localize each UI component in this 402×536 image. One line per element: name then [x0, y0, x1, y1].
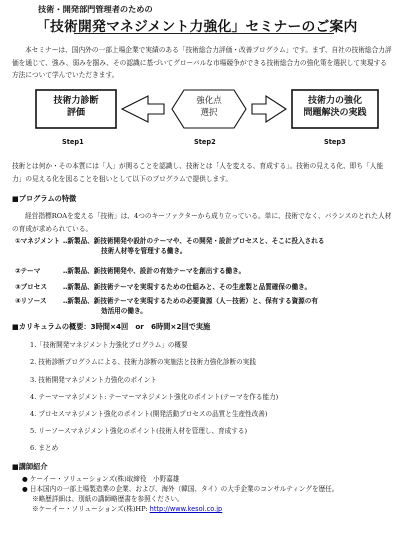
instructor-note: ※略歴詳細は、別紙の講師略歴書を参照ください。 — [32, 495, 184, 503]
step2-arrow — [252, 96, 286, 122]
curriculum-item: 3. 技術開発マネジメント力強化のポイント — [30, 376, 157, 384]
feature-text: ‥新製品、新技術開発や設計のテーマや、その開発・設計プロセスと、そこに投入される — [63, 237, 325, 245]
feature-text: ‥新製品、新技術テーマを実現するための仕組みと、その生産製と品質確保の働き。 — [63, 283, 312, 291]
step2-line1: 強化点 — [196, 96, 222, 106]
feature-key: ①マネジメント — [15, 237, 60, 245]
feature-process — [15, 282, 390, 292]
step3-label-box — [292, 96, 378, 119]
curriculum-item: 4. テーマーマネジメント: テーマーマネジメント強化のポイント(テーマを作る能力) — [30, 393, 279, 401]
step1-arrow — [122, 96, 164, 122]
step3-line2: 問題解決の実践 — [303, 107, 367, 118]
page-subtitle: 技術・開発部門管理者のための — [38, 4, 153, 14]
step1-line2: 評価 — [66, 107, 85, 118]
program-heading: ■プログラムの特徴 — [12, 194, 77, 203]
feature-text-cont: 効活用の働き。 — [101, 307, 147, 315]
curriculum-item: 2. 技術診断プログラムによる、技術力診断の実施法と技術力強化診断の実践 — [30, 358, 256, 366]
intro-paragraph: 本セミナーは、国内外の一部上場企業で実績のある「技術総合力評価・改善プログラム」です。まず、自社の技術総合力評価を通じて、強み、弱みを掴み、その認識に基づいてグローバルな市場競争ができる技術総合力の強化策を選択して実現する方法について学んでいただきます。 — [12, 46, 392, 80]
feature-management — [15, 236, 390, 256]
instructor-heading: ■講師紹介 — [12, 462, 48, 471]
homepage-link[interactable]: http://www.kesol.co.jp — [149, 505, 223, 513]
curriculum-heading: ■カリキュラムの概要：3時間×4回 or 6時間×2回で実施 — [12, 322, 211, 331]
feature-key: ④リソース — [15, 297, 47, 305]
curriculum-item: 4. プロセスマネジメント強化のポイント(開発活動プロセスの品質と生産性改善) — [30, 410, 268, 418]
step2-label-box — [172, 96, 246, 119]
technology-paragraph: 技術とは何か・その本質には「人」が関ることを認識し、技術とは「人を変える、育成する」。技術の見える化、即ち「人能力」の見える化を図ることを狙いとして以下のプログラムで提供します。 — [12, 162, 384, 183]
step1-caption: Step1 — [62, 138, 84, 146]
curriculum-item: 6. まとめ — [30, 444, 59, 452]
feature-text: ‥新製品、新技術開発や、設計の有効テーマを創出する働き。 — [63, 267, 246, 275]
curriculum-item: 1.「技術開発マネジメント力強化プログラム」の概要 — [30, 341, 188, 349]
step1-label-box — [36, 96, 116, 119]
feature-text-cont: 技術人材等を管理する働き。 — [101, 247, 187, 255]
feature-resource — [15, 296, 390, 316]
curriculum-item: 5. リーソースマネジメント強化のポイント(技術人材を管理し、育成する) — [30, 427, 248, 435]
feature-text: ‥新製品、新技術テーマを実現するための必要資源（人－技術）と、保有する資源の有 — [63, 297, 318, 305]
step2-line2: 選択 — [200, 107, 218, 118]
feature-theme — [15, 266, 390, 276]
title-underline — [74, 33, 334, 34]
step-diagram — [22, 88, 380, 152]
homepage-prefix: ※ケーイー・ソリューションズ(株)HP: — [32, 505, 150, 513]
step3-line1: 技術力の強化 — [307, 96, 362, 106]
step3-caption: Step3 — [324, 138, 346, 146]
step2-caption: Step2 — [194, 138, 216, 146]
instructor-homepage — [32, 505, 222, 515]
feature-key: ③プロセス — [15, 283, 47, 291]
feature-key: ②テーマ — [15, 267, 41, 275]
step1-line1: 技術力診断 — [53, 96, 99, 106]
instructor-name: ● ケーイー・ソリューションズ(株)取締役 小野嘉雄 — [22, 475, 180, 483]
page-title: 「技術開発マネジメント力強化」セミナーのご案内 — [36, 19, 358, 35]
program-paragraph: 経営指標ROAを変える「技術」は、4つのキーファクターから成り立っている。単に、技術でなく、バランスのとれた人材の育成が求められている。 — [12, 212, 392, 233]
instructor-career: ● 日本国内の一部上場製造業の企業、および、海外（韓国、タイ）の大手企業のコンサルティングを歴任。 — [22, 485, 339, 493]
